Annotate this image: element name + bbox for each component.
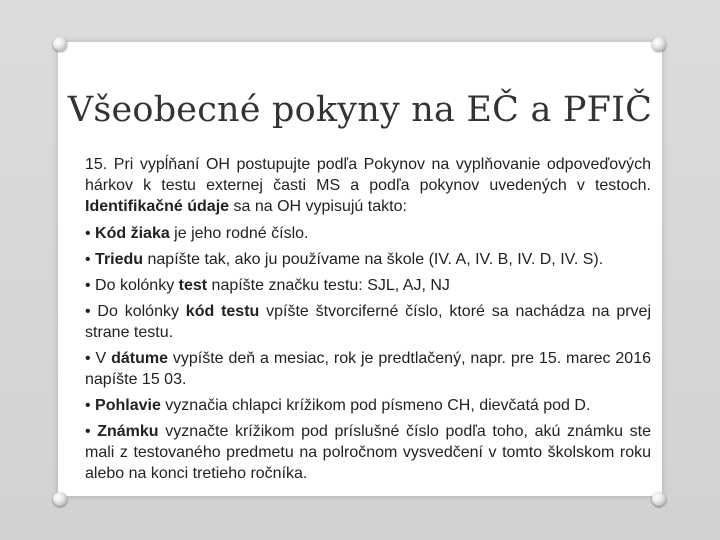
bullet-bold: Pohlavie (95, 397, 161, 414)
bullet-bold: test (178, 277, 208, 294)
bullet-text: vyznačte krížikom pod príslušné číslo podľa toho, akú známku ste mali z testovaného predmetu na polročnom vysvedčení v tomto školskom roku alebo na konci tretieho ročníka. (85, 423, 652, 482)
bullet-prefix: • Do kolónky (85, 303, 186, 320)
bullet-prefix: • (85, 225, 96, 242)
bullet-bold: Triedu (95, 251, 144, 268)
bullet-prefix: • (85, 397, 96, 414)
pin-bottom-right-icon (652, 492, 666, 506)
bullet-text: napíšte značku testu: SJL, AJ, NJ (207, 277, 450, 294)
pin-bottom-left-icon (53, 492, 67, 506)
bullet-bold: dátume (111, 350, 168, 367)
bullet-text: vyznačia chlapci krížikom pod písmeno CH, dievčatá pod D. (160, 397, 591, 414)
intro-text-1: 15. Pri vypĺňaní OH postupujte podľa Pokynov na vyplňovanie odpoveďových hárkov k testu externej časti MS a podľa pokynov uvedených v testoch. (85, 156, 651, 194)
intro-bold: Identifikačné údaje (85, 198, 230, 215)
bullet-trieda (85, 249, 651, 270)
slide-content (85, 154, 651, 489)
bullet-prefix: • V (85, 350, 112, 367)
bullet-bold: Známku (97, 423, 159, 440)
bullet-text: vpíšte štvorciferné číslo, ktoré sa nachádza na prvej strane testu. (85, 303, 652, 341)
slide-title: Všeobecné pokyny na EČ a PFIČ (67, 90, 653, 130)
bullet-bold: Kód žiaka (95, 225, 170, 242)
intro-text-2: sa na OH vypisujú takto: (229, 198, 407, 215)
bullet-text: vypíšte deň a mesiac, rok je predtlačený, napr. pre 15. marec 2016 napíšte 15 03. (85, 350, 652, 388)
bullet-text: napíšte tak, ako ju používame na škole (IV. A, IV. B, IV. D, IV. S). (143, 251, 604, 268)
bullet-znamka (85, 421, 651, 484)
bullet-datum (85, 348, 651, 390)
bullet-prefix: • Do kolónky (85, 277, 179, 294)
pin-top-left-icon (53, 37, 67, 51)
bullet-kod-ziaka (85, 223, 651, 244)
bullet-pohlavie (85, 395, 651, 416)
bullet-prefix: • (85, 251, 96, 268)
bullet-prefix: • (85, 423, 98, 440)
bullet-text: je jeho rodné číslo. (169, 225, 309, 242)
bullet-test (85, 275, 651, 296)
pin-top-right-icon (652, 37, 666, 51)
bullet-kod-testu (85, 301, 651, 343)
bullet-bold: kód testu (185, 303, 260, 320)
intro-paragraph (85, 154, 651, 217)
